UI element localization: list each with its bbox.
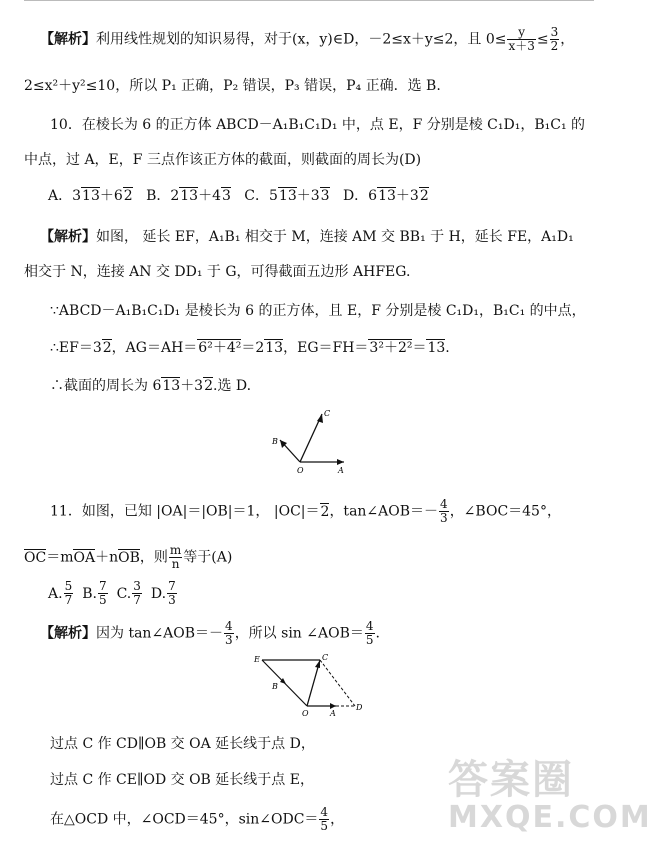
- option-label: D.: [150, 585, 167, 602]
- analysis-9-line2: 2≤x²＋y²≤10，所以 P₁ 正确，P₂ 错误，P₃ 错误，P₄ 正确．选 B.: [24, 78, 441, 94]
- question-text: ，tan∠AOB＝－: [329, 503, 439, 520]
- question-11-line1: [50, 498, 561, 525]
- fraction: [64, 580, 74, 607]
- option-b: B．2: [146, 188, 180, 204]
- sqrt: 13: [162, 378, 181, 394]
- vector-oc: OC: [24, 549, 47, 566]
- question-11-line2: [24, 544, 232, 571]
- option-a: A．3: [48, 188, 82, 204]
- sqrt: 2: [204, 378, 214, 394]
- analysis-tag: 【解析】: [40, 625, 96, 642]
- denominator: 7: [64, 593, 73, 607]
- numerator: 4: [440, 497, 448, 511]
- label-o: O: [297, 466, 304, 475]
- fraction: [98, 580, 108, 607]
- sqrt: 13: [265, 340, 284, 356]
- analysis-text: (x，y)∈D，－2≤x＋y≤2，且 0≤: [292, 31, 507, 48]
- numerator: 7: [98, 579, 107, 593]
- fraction: [132, 580, 142, 607]
- analysis-10-line3: ∵ABCD－A₁B₁C₁D₁ 是棱长为 6 的正方体，且 E，F 分别是棱 C₁D₁，B₁C₁ 的中点，: [50, 303, 586, 319]
- vector-figure-2: [250, 650, 365, 720]
- vector-oa: OA: [73, 549, 96, 566]
- option-b: [82, 579, 108, 607]
- label-d: D: [356, 703, 363, 712]
- sqrt: 13: [278, 188, 297, 204]
- label-b: B: [272, 437, 278, 446]
- numerator: 5: [64, 579, 73, 593]
- option-label: B.: [82, 585, 97, 602]
- option-a: [48, 579, 74, 607]
- analysis-text: ，: [330, 811, 345, 828]
- sqrt: 13: [427, 340, 446, 356]
- analysis-text: .选 D.: [213, 378, 252, 394]
- analysis-text: 如图， 延长 EF，A₁B₁ 相交于 M，连接 AM 交 BB₁ 于 H，延长 FE，A₁D₁: [96, 229, 574, 245]
- analysis-text: ＝2: [241, 340, 265, 356]
- denominator: 3: [168, 593, 176, 607]
- option-label: A.: [48, 585, 63, 602]
- denominator: 3: [440, 511, 448, 525]
- denominator: 3: [225, 633, 233, 647]
- arrow-head: [315, 660, 320, 668]
- analysis-text: .: [445, 340, 450, 356]
- analysis-text: ，EG＝FH＝: [283, 340, 369, 356]
- question-10-line1: 10．在棱长为 6 的正方体 ABCD－A₁B₁C₁D₁ 中，点 E，F 分别是棱 C₁D₁，B₁C₁ 的: [50, 117, 586, 133]
- segment-cd: [320, 660, 355, 706]
- question-text: 等于(A): [183, 549, 233, 566]
- numerator: 4: [320, 805, 329, 819]
- analysis-text: 利用线性规划的知识易得，对于: [96, 31, 292, 48]
- option-d: D．6: [342, 188, 378, 204]
- analysis-text: ＋3: [180, 378, 204, 394]
- analysis-text: ＝: [412, 340, 427, 356]
- fraction: [169, 544, 182, 571]
- option-text: ＋3: [395, 188, 419, 204]
- denominator: 7: [133, 593, 141, 607]
- analysis-10-line1: [40, 228, 574, 246]
- fraction: [319, 806, 329, 833]
- option-text: ＋3: [296, 188, 320, 204]
- option-label: C.: [116, 585, 132, 602]
- fraction: [167, 580, 177, 607]
- question-text: ，∠BOC＝45°，: [449, 503, 561, 520]
- sqrt: 3: [222, 188, 231, 204]
- watermark-logo: 答案圈: [448, 757, 574, 803]
- numerator: 3: [550, 25, 559, 39]
- sqrt: 3²＋2²: [369, 340, 413, 356]
- sqrt: 6²＋4²: [198, 340, 242, 356]
- fraction: [365, 620, 375, 647]
- analysis-tag: 【解析】: [40, 31, 96, 48]
- analysis-text: ∴EF＝3: [50, 340, 102, 356]
- option-text: ＋4: [198, 188, 222, 204]
- analysis-tag: 【解析】: [40, 229, 96, 245]
- analysis-text: ，: [560, 31, 575, 48]
- numerator: 4: [225, 619, 233, 633]
- numerator: 4: [365, 619, 374, 633]
- vector-oa-norm: |OA|: [156, 503, 188, 520]
- analysis-text: 在△OCD 中，∠OCD＝45°，sin∠ODC＝: [50, 811, 319, 828]
- option-text: ＋6: [99, 188, 123, 204]
- analysis-text: ≤: [536, 31, 549, 48]
- vector-oc-norm: |OC|: [273, 503, 306, 520]
- denominator: 5: [365, 633, 374, 647]
- analysis-9-line1: [40, 26, 574, 53]
- numerator: 3: [133, 579, 141, 593]
- label-c: C: [322, 653, 329, 662]
- label-b: B: [272, 682, 278, 691]
- sqrt: 3: [320, 188, 330, 204]
- question-text: ＝: [305, 503, 320, 520]
- analysis-11-line3: 过点 C 作 CE∥OD 交 OB 延长线于点 E，: [50, 772, 314, 788]
- question-10-line2: 中点，过 A，E，F 三点作该正方体的截面，则截面的周长为(D): [24, 152, 422, 168]
- question-text: ＝: [187, 503, 202, 520]
- label-e: E: [254, 655, 260, 664]
- vector-ob-norm: |OB|: [201, 503, 233, 520]
- denominator: x＋3: [508, 39, 535, 53]
- analysis-10-line5: [50, 377, 251, 395]
- numerator: 7: [168, 579, 176, 593]
- option-d: [150, 579, 178, 607]
- sqrt: 13: [82, 188, 100, 204]
- denominator: 5: [320, 819, 329, 833]
- analysis-text: .: [375, 625, 380, 642]
- fraction: [550, 26, 560, 53]
- label-o: O: [302, 709, 309, 718]
- analysis-10-line2: 相交于 N，连接 AN 交 DD₁ 于 G，可得截面五边形 AHFEG.: [24, 264, 411, 280]
- label-a: A: [338, 466, 344, 475]
- arrow-head: [337, 459, 344, 465]
- vector-figure-1: [264, 402, 354, 480]
- option-c: C．5: [244, 188, 278, 204]
- fraction: [224, 620, 234, 647]
- label-c: C: [324, 409, 331, 418]
- numerator: m: [169, 543, 182, 557]
- denominator: 2: [550, 39, 559, 53]
- analysis-text: ，所以 sin ∠AOB＝: [234, 625, 364, 642]
- analysis-11-line2: 过点 C 作 CD∥OB 交 OA 延长线于点 D，: [50, 736, 315, 752]
- vector-ob: OB: [118, 549, 140, 566]
- question-10-options: [48, 187, 429, 205]
- sqrt: 2: [123, 188, 133, 204]
- question-text: ＝1，: [232, 503, 270, 520]
- question-text: 11．如图，已知: [50, 503, 152, 520]
- question-text: ＋n: [95, 549, 119, 566]
- analysis-11-line4: [50, 806, 344, 833]
- analysis-11-line1: [40, 620, 380, 647]
- numerator: y: [507, 26, 535, 40]
- sqrt: 2: [320, 503, 330, 520]
- analysis-text: 因为 tan∠AOB＝－: [96, 625, 224, 642]
- sqrt: 2: [102, 340, 112, 356]
- fraction: [507, 26, 535, 53]
- option-c: [116, 579, 143, 607]
- top-rule: [24, 0, 594, 1]
- sqrt: 2: [419, 188, 429, 204]
- fraction: [439, 498, 449, 525]
- question-text: ，则: [139, 549, 168, 566]
- analysis-text: ，AG＝AH＝: [111, 340, 198, 356]
- denominator: 5: [98, 593, 107, 607]
- denominator: n: [171, 557, 180, 571]
- question-text: ＝m: [46, 549, 74, 566]
- sqrt: 13: [378, 188, 396, 204]
- analysis-text: ∴截面的周长为 6: [50, 378, 162, 394]
- sqrt: 13: [180, 188, 199, 204]
- analysis-10-line4: [50, 339, 450, 357]
- question-11-options: [48, 580, 186, 607]
- watermark-url: MXQE.COM: [448, 800, 652, 835]
- label-a: A: [330, 709, 336, 718]
